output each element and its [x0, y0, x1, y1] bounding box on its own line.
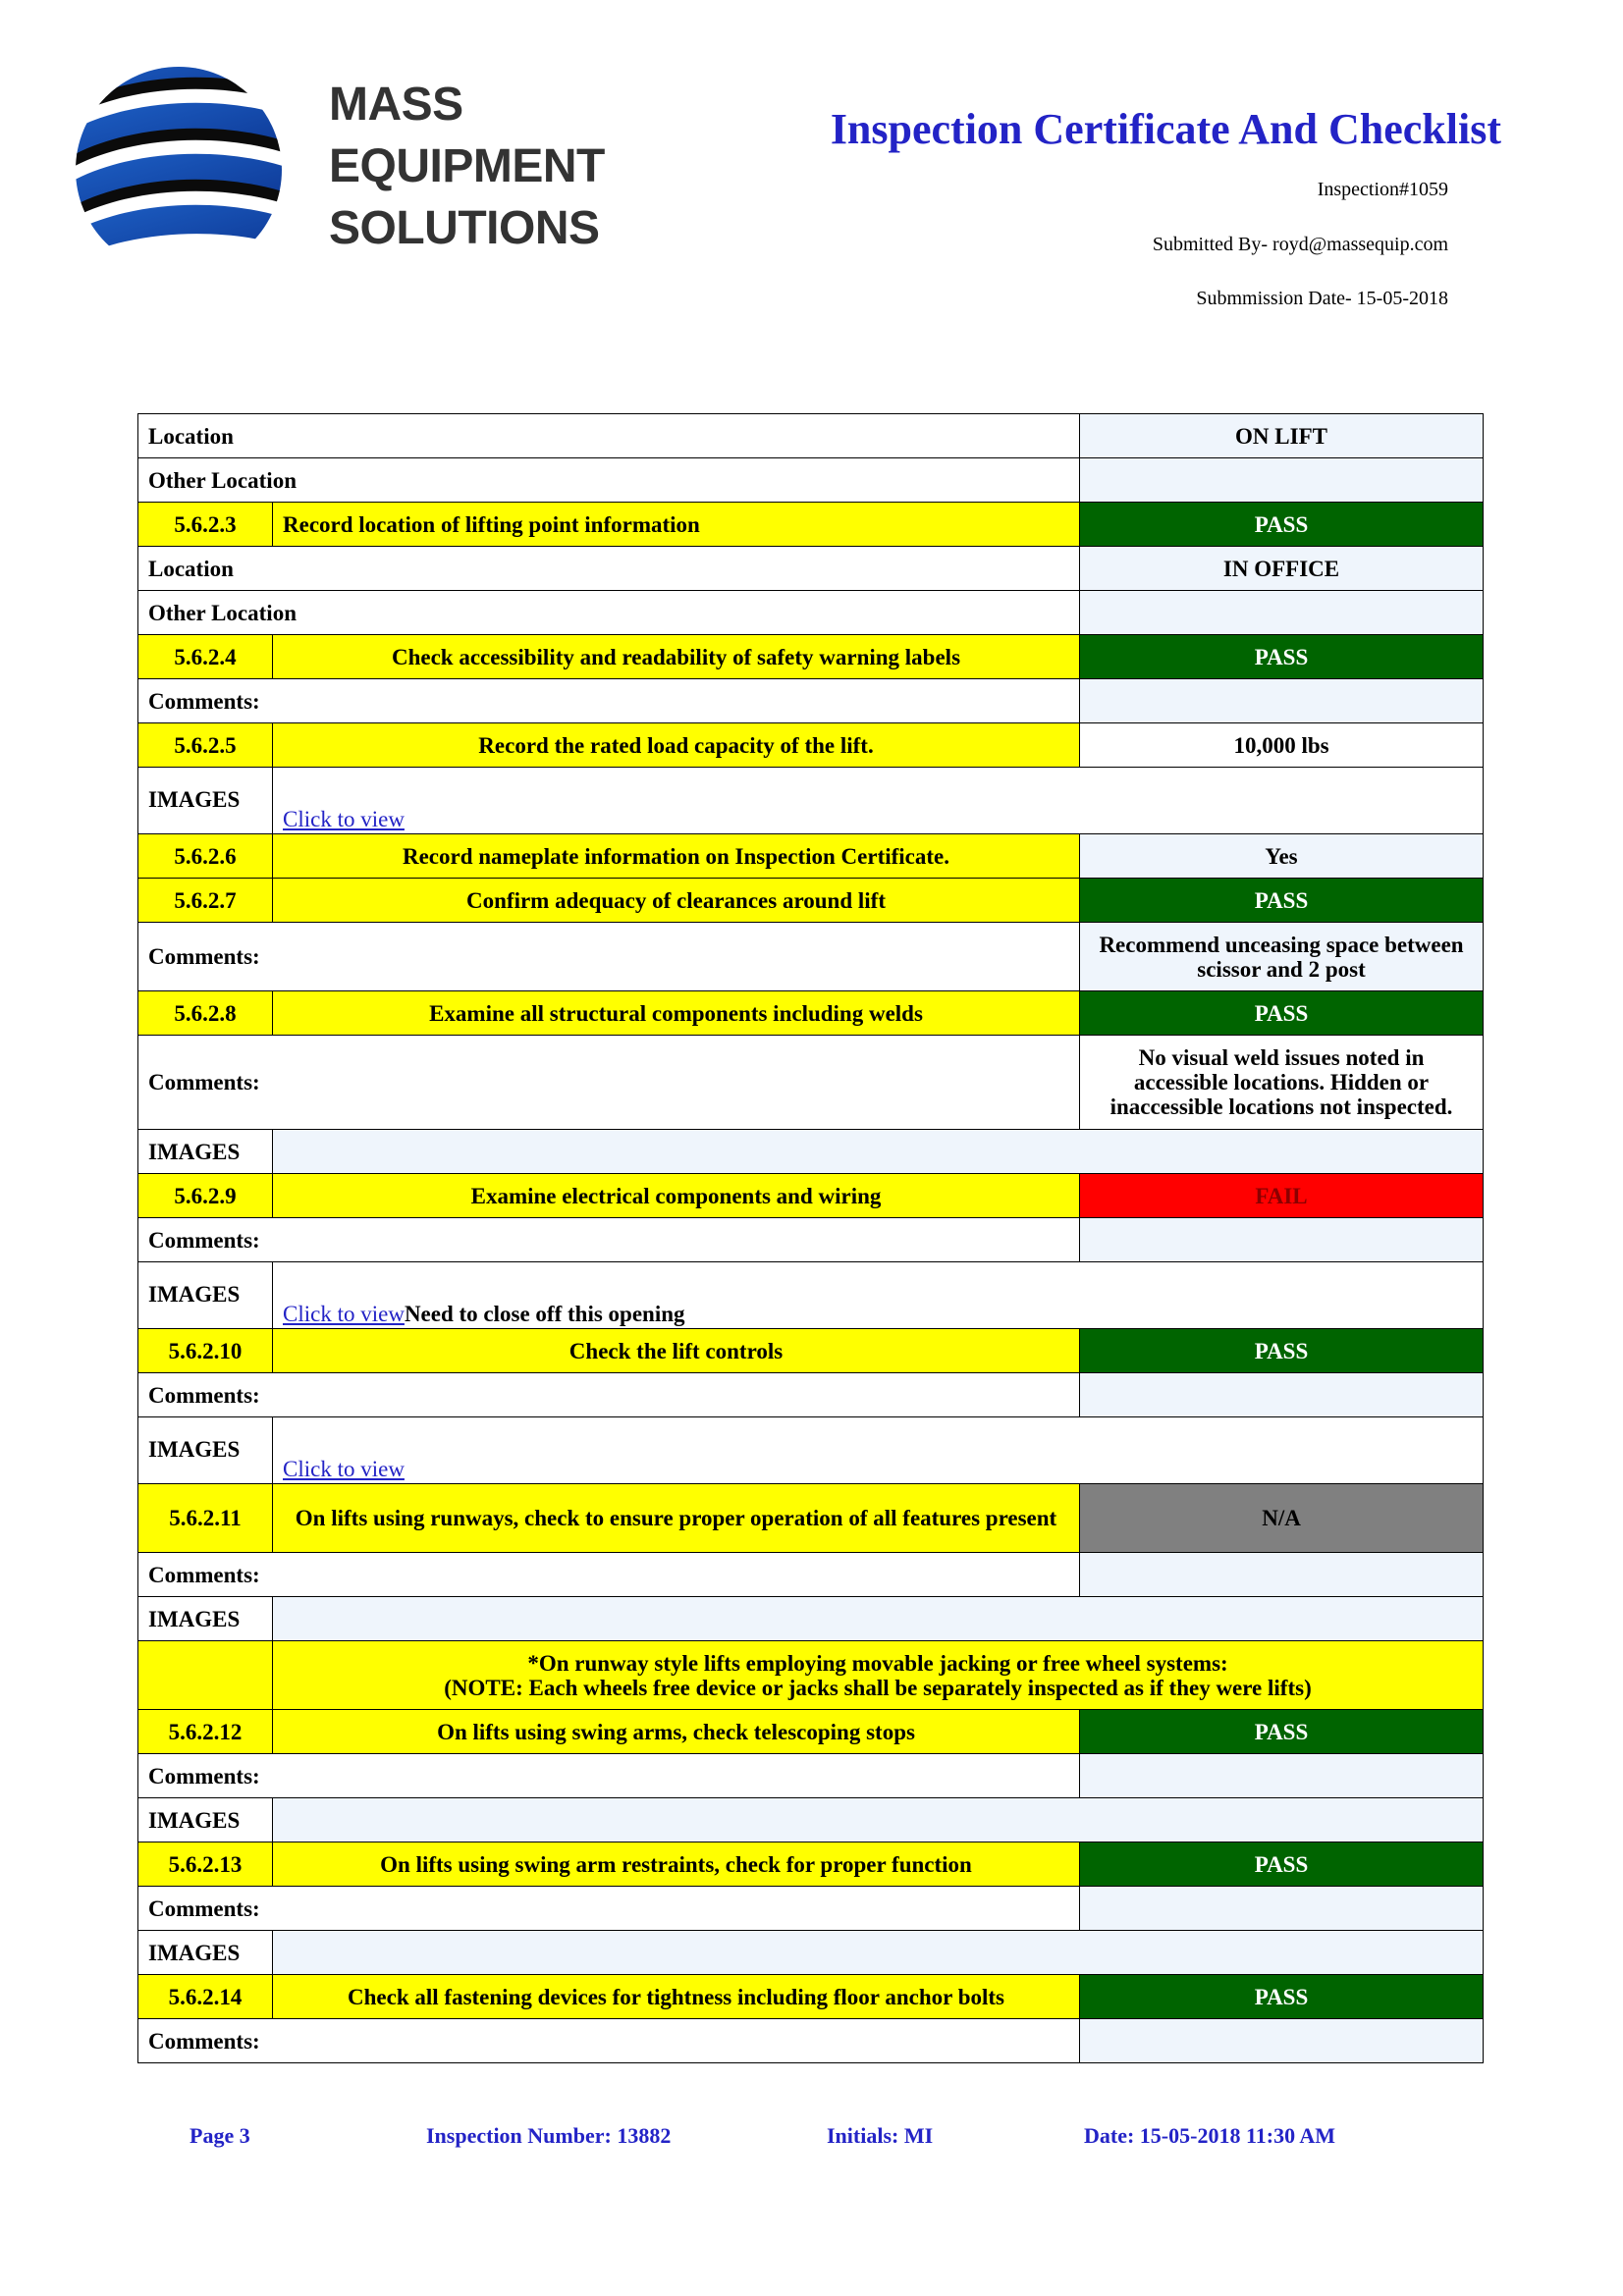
item-number: 5.6.2.5: [138, 723, 273, 768]
result-value: 10,000 lbs: [1080, 723, 1484, 768]
inspection-id: Inspection#1059: [1317, 179, 1448, 200]
item-description: On lifts using swing arms, check telescoping stops: [273, 1710, 1080, 1754]
item-description: Check all fastening devices for tightness including floor anchor bolts: [273, 1975, 1080, 2019]
item-description: Examine all structural components including welds: [273, 991, 1080, 1036]
checklist-item: [138, 635, 1484, 679]
comments-label: Comments:: [138, 1373, 1080, 1417]
checklist-item: [138, 834, 1484, 879]
images-row: [138, 1262, 1484, 1329]
location-label: Location: [138, 414, 1080, 458]
comments-label: Comments:: [138, 1553, 1080, 1597]
images-row: [138, 1597, 1484, 1641]
company-name: [329, 74, 605, 259]
location-value: IN OFFICE: [1080, 547, 1484, 591]
location-value: ON LIFT: [1080, 414, 1484, 458]
result-badge: PASS: [1080, 991, 1484, 1036]
comments-value: [1080, 2019, 1484, 2063]
comments-label: Comments:: [138, 1754, 1080, 1798]
checklist-item: [138, 1842, 1484, 1887]
other-location-label: Other Location: [138, 591, 1080, 635]
note-line: *On runway style lifts employing movable jacking or free wheel systems:: [527, 1650, 1228, 1676]
images-cell: [273, 1931, 1484, 1975]
checklist-item: [138, 991, 1484, 1036]
result-badge: FAIL: [1080, 1174, 1484, 1218]
checklist-item: [138, 1975, 1484, 2019]
logo-line: SOLUTIONS: [329, 202, 600, 254]
comments-value: [1080, 1754, 1484, 1798]
comments-label: Comments:: [138, 923, 1080, 991]
item-description: Check accessibility and readability of safety warning labels: [273, 635, 1080, 679]
comments-value: Recommend unceasing space between scissor and 2 post: [1080, 923, 1484, 991]
logo-line: MASS: [329, 79, 463, 131]
checklist-item: [138, 723, 1484, 768]
images-label: IMAGES: [138, 1931, 273, 1975]
note-row: [138, 1641, 1484, 1710]
item-number: 5.6.2.3: [138, 503, 273, 547]
comments-row: [138, 1754, 1484, 1798]
click-to-view-link[interactable]: Click to view: [283, 1457, 405, 1481]
result-badge: N/A: [1080, 1484, 1484, 1553]
item-number: 5.6.2.6: [138, 834, 273, 879]
images-row: [138, 768, 1484, 834]
comments-row: [138, 1553, 1484, 1597]
other-location-label: Other Location: [138, 458, 1080, 503]
table-row: [138, 591, 1484, 635]
comments-row: [138, 2019, 1484, 2063]
images-cell: [273, 1597, 1484, 1641]
note-spacer: [138, 1641, 273, 1710]
item-number: 5.6.2.14: [138, 1975, 273, 2019]
location-label: Location: [138, 547, 1080, 591]
images-label: IMAGES: [138, 1597, 273, 1641]
result-badge: PASS: [1080, 879, 1484, 923]
result-badge: PASS: [1080, 635, 1484, 679]
click-to-view-link[interactable]: Click to view: [283, 1302, 405, 1326]
checklist-item: [138, 1174, 1484, 1218]
comments-value: [1080, 1553, 1484, 1597]
images-row: [138, 1798, 1484, 1842]
item-number: 5.6.2.7: [138, 879, 273, 923]
images-cell: [273, 1262, 1484, 1329]
comments-label: Comments:: [138, 679, 1080, 723]
click-to-view-link[interactable]: Click to view: [283, 807, 405, 831]
checklist-item: [138, 879, 1484, 923]
checklist-table: [137, 413, 1484, 2063]
images-row: [138, 1417, 1484, 1484]
document-title: Inspection Certificate And Checklist: [830, 105, 1501, 153]
item-number: 5.6.2.4: [138, 635, 273, 679]
item-description: On lifts using runways, check to ensure proper operation of all features present: [273, 1484, 1080, 1553]
comments-row: [138, 1373, 1484, 1417]
table-row: [138, 458, 1484, 503]
result-badge: PASS: [1080, 1710, 1484, 1754]
images-row: [138, 1130, 1484, 1174]
company-logo: [69, 54, 605, 290]
footer-initials: Initials: MI: [827, 2123, 934, 2148]
images-cell: [273, 1130, 1484, 1174]
comments-label: Comments:: [138, 1036, 1080, 1130]
images-cell: [273, 768, 1484, 834]
result-badge: PASS: [1080, 1842, 1484, 1887]
comments-row: [138, 1887, 1484, 1931]
item-number: 5.6.2.10: [138, 1329, 273, 1373]
result-value: Yes: [1080, 834, 1484, 879]
comments-value: No visual weld issues noted in accessible locations. Hidden or inaccessible locations not inspected.: [1080, 1036, 1484, 1130]
footer-page: Page 3: [189, 2123, 250, 2148]
comments-value: [1080, 1887, 1484, 1931]
image-note: Need to close off this opening: [404, 1302, 685, 1326]
checklist-item: [138, 1484, 1484, 1553]
other-location-value: [1080, 458, 1484, 503]
item-number: 5.6.2.11: [138, 1484, 273, 1553]
note-line: (NOTE: Each wheels free device or jacks shall be separately inspected as if they were lifts): [444, 1675, 1312, 1700]
comments-row: [138, 923, 1484, 991]
images-row: [138, 1931, 1484, 1975]
images-label: IMAGES: [138, 1130, 273, 1174]
images-cell: [273, 1798, 1484, 1842]
footer-inspection-number: Inspection Number: 13882: [426, 2123, 672, 2148]
result-badge: PASS: [1080, 1329, 1484, 1373]
submission-date: Submmission Date- 15-05-2018: [1196, 288, 1448, 309]
images-label: IMAGES: [138, 1798, 273, 1842]
result-badge: PASS: [1080, 503, 1484, 547]
comments-row: [138, 1036, 1484, 1130]
images-label: IMAGES: [138, 768, 273, 834]
item-description: Record nameplate information on Inspection Certificate.: [273, 834, 1080, 879]
item-description: Record the rated load capacity of the lift.: [273, 723, 1080, 768]
checklist-item: [138, 1710, 1484, 1754]
comments-value: [1080, 1373, 1484, 1417]
item-number: 5.6.2.13: [138, 1842, 273, 1887]
globe-logo-icon: [69, 54, 295, 280]
submitted-by: Submitted By- royd@massequip.com: [1152, 234, 1448, 255]
images-label: IMAGES: [138, 1417, 273, 1484]
comments-label: Comments:: [138, 1887, 1080, 1931]
runway-note: [273, 1641, 1484, 1710]
item-number: 5.6.2.12: [138, 1710, 273, 1754]
comments-row: [138, 1218, 1484, 1262]
other-location-value: [1080, 591, 1484, 635]
logo-line: EQUIPMENT: [329, 140, 605, 192]
item-number: 5.6.2.9: [138, 1174, 273, 1218]
images-label: IMAGES: [138, 1262, 273, 1329]
footer-date: Date: 15-05-2018 11:30 AM: [1084, 2123, 1336, 2148]
item-description: Check the lift controls: [273, 1329, 1080, 1373]
checklist-item: [138, 503, 1484, 547]
comments-value: [1080, 679, 1484, 723]
item-description: Examine electrical components and wiring: [273, 1174, 1080, 1218]
images-cell: [273, 1417, 1484, 1484]
comments-value: [1080, 1218, 1484, 1262]
comments-label: Comments:: [138, 1218, 1080, 1262]
result-badge: PASS: [1080, 1975, 1484, 2019]
item-description: Record location of lifting point information: [273, 503, 1080, 547]
item-description: On lifts using swing arm restraints, check for proper function: [273, 1842, 1080, 1887]
table-row: [138, 547, 1484, 591]
item-number: 5.6.2.8: [138, 991, 273, 1036]
table-row: [138, 414, 1484, 458]
comments-label: Comments:: [138, 2019, 1080, 2063]
checklist-item: [138, 1329, 1484, 1373]
item-description: Confirm adequacy of clearances around lift: [273, 879, 1080, 923]
comments-row: [138, 679, 1484, 723]
